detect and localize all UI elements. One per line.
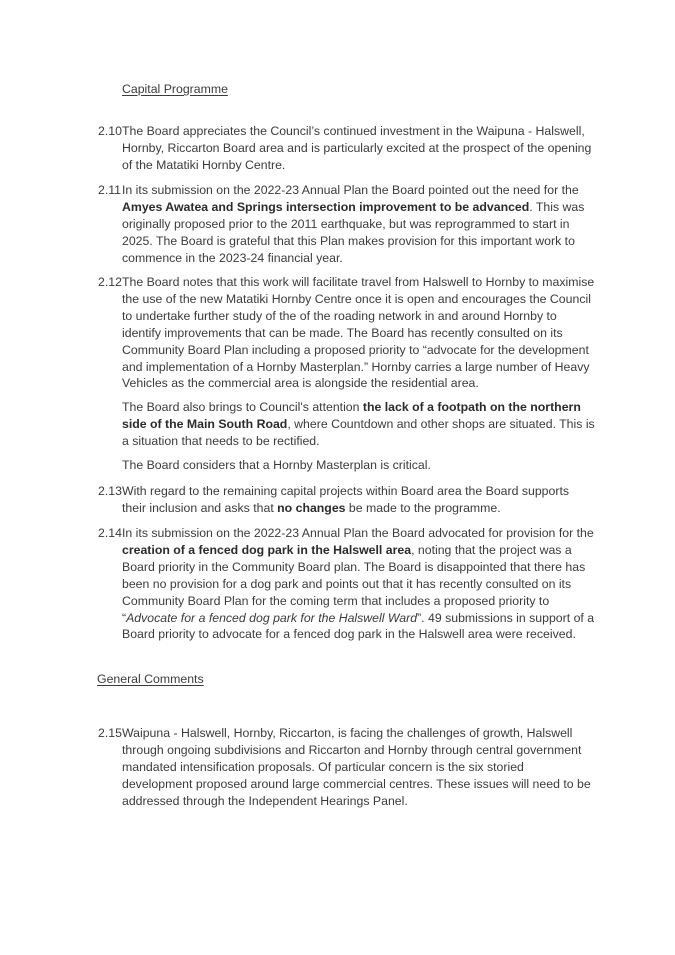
- item-number-2-11: 2.11: [98, 183, 122, 197]
- item-body-2-10: [122, 123, 595, 174]
- item-text-2-14-tail: ”. 49 submissions in support of a Board priority to advocate for a fenced dog park in the Halswell area were received.: [122, 610, 595, 642]
- paragraph-item-2-10: [98, 123, 595, 174]
- item-body-2-12: [122, 274, 595, 392]
- item-italic-2-14: Advocate for a fenced dog park for the Halswell Ward: [126, 610, 418, 625]
- item-text-2-11-lead: In its submission on the 2022-23 Annual Plan the Board pointed out the need for the: [122, 183, 579, 197]
- footpath-emphasis: the lack of a footpath on the northern side of the Main South Road: [122, 400, 581, 431]
- item-number-2-13: 2.13: [98, 484, 122, 498]
- heading-general-comments: General Comments: [97, 672, 204, 686]
- item-text-2-11-tail: . This was originally proposed prior to the 2011 earthquake, but was reprogrammed to start in 2025. The Board is grateful that this Plan makes provision for this important work to commence in the 2023-24 financial year.: [122, 199, 585, 265]
- item-emphasis-2-13: no changes: [277, 500, 346, 515]
- paragraph-item-2-12: [98, 274, 595, 392]
- item-text-2-13-tail: be made to the programme.: [345, 500, 501, 515]
- item-text-2-14-mid: , noting that the project was a Board priority in the Community Board plan. The Board is disappointed that there has been no provision for a dog park and points out that it has recently consulted on its Community Board Plan for the coming term that includes a proposed priority to “: [122, 542, 586, 625]
- item-text-2-15: Waipuna - Halswell, Hornby, Riccarton, is facing the challenges of growth, Halswell through ongoing subdivisions and Riccarton and Hornby through central government mandated intensification proposals. Of particular concern is the six storied development proposed around large commercial centres. These issues will need to be addressed through the Independent Hearings Panel.: [122, 726, 591, 808]
- item-number-2-12: 2.12: [98, 275, 122, 289]
- item-body-2-14: [122, 525, 595, 643]
- item-emphasis-2-11: Amyes Awatea and Springs intersection improvement to be advanced: [122, 199, 530, 214]
- item-number-2-10: 2.10: [98, 124, 122, 138]
- paragraph-item-2-14: [98, 525, 595, 643]
- item-body-2-13: [122, 483, 595, 517]
- paragraph-item-2-11: [98, 182, 595, 267]
- paragraph-item-2-13: [98, 483, 595, 517]
- item-text-2-14-lead: In its submission on the 2022-23 Annual Plan the Board advocated for provision for the: [122, 526, 594, 540]
- item-body-2-11: [122, 182, 595, 267]
- paragraph-footpath: [122, 399, 595, 450]
- masterplan-text: The Board considers that a Hornby Masterplan is critical.: [122, 458, 431, 472]
- item-emphasis-2-14: creation of a fenced dog park in the Halswell area: [122, 542, 412, 557]
- item-text-2-13-lead: With regard to the remaining capital projects within Board area the Board supports their inclusion and asks that: [122, 484, 570, 515]
- paragraph-masterplan: [122, 457, 595, 474]
- heading-capital-programme: Capital Programme: [122, 82, 228, 96]
- item-text-2-12: The Board notes that this work will facilitate travel from Halswell to Hornby to maximise the use of the new Matatiki Hornby Centre once it is open and encourages the Council to undertake further study of the of the roading network in and around Hornby to identify improvements that can be made. The Board has recently consulted on its Community Board Plan including a proposed priority to “advocate for the development and implementation of a Hornby Masterplan.” Hornby carries a large number of Heavy Vehicles as the commercial area is alongside the residential area.: [122, 275, 595, 391]
- item-text-2-10: The Board appreciates the Council’s continued investment in the Waipuna - Halswell, Hornby, Riccarton Board area and is particularly excited at the prospect of the opening of the Matatiki Hornby Centre.: [122, 124, 592, 172]
- item-number-2-15: 2.15: [98, 726, 122, 740]
- item-number-2-14: 2.14: [98, 526, 122, 540]
- item-body-2-15: [122, 725, 595, 810]
- paragraph-item-2-15: [98, 725, 595, 810]
- footpath-text-tail: , where Countdown and other shops are situated. This is a situation that needs to be rectified.: [122, 416, 595, 448]
- footpath-text-lead: The Board also brings to Council's attention: [122, 400, 363, 414]
